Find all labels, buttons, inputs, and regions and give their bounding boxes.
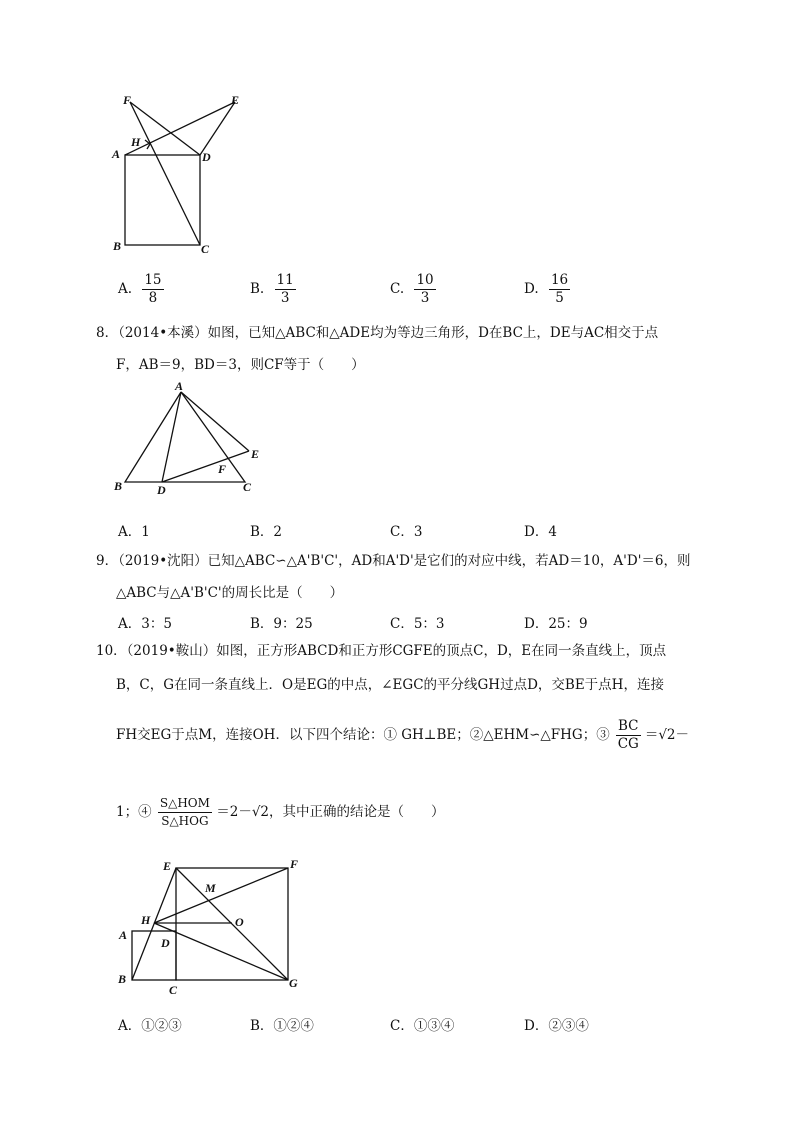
label-a: A [175, 379, 184, 393]
label-c: C [243, 480, 252, 494]
label-b: B [118, 972, 127, 986]
label-m: M [205, 881, 216, 895]
q9-option-d[interactable]: D．25：9 [524, 616, 588, 632]
label-g: G [289, 976, 298, 990]
q8-option-c[interactable]: C．3 [390, 524, 423, 540]
label-a: A [112, 147, 121, 161]
option-letter: D. [524, 281, 539, 297]
label-d: D [161, 936, 170, 950]
label-c: C [169, 983, 178, 997]
q10-option-b[interactable]: B．①②④ [250, 1018, 314, 1034]
triangle-abc [125, 392, 245, 482]
q10-conclusions-text: FH交EG于点M，连接OH．以下四个结论：① GH⊥BE；②△EHM∽△FHG；③ [116, 727, 610, 743]
q8-option-b[interactable]: B．2 [250, 524, 283, 540]
q10-line4-tail: ＝2－√2，其中正确的结论是（ ） [216, 804, 445, 820]
q10-option-a[interactable]: A．①②③ [118, 1018, 182, 1034]
option-letter: A. [118, 281, 133, 297]
q10-conclusion3-tail: ＝√2－ [644, 727, 690, 743]
q7-option-c[interactable] [390, 272, 436, 307]
label-a: A [119, 928, 128, 942]
line-gh [154, 923, 288, 980]
label-h: H [131, 135, 141, 149]
q8-option-a[interactable]: A．1 [118, 524, 150, 540]
line-de [162, 451, 249, 482]
q9-stem-line1: 9．（2019•沈阳）已知△ABC∽△A'B'C'，AD和A'D'是它们的对应中线，若AD＝10，A'D'＝6，则 [96, 553, 691, 569]
q10-stem-line1: 10．（2019•鞍山）如图，正方形ABCD和正方形CGFE的顶点C，D，E在同一条直线上，顶点 [96, 643, 667, 659]
label-f: F [290, 857, 299, 871]
fraction-bc-cg: $\frac{BC}{CG}$ [617, 718, 639, 752]
option-letter: B. [250, 281, 265, 297]
fraction-s-hom-hog: $\frac{\text{S△HOM}}{\text{S△HOG}}$ [159, 796, 210, 828]
option-fraction: $\frac{10}{3}$ [416, 272, 434, 306]
q9-option-b[interactable]: B．9：25 [250, 616, 313, 632]
q10-stem-line3 [116, 718, 689, 753]
label-d: D [157, 483, 166, 497]
option-fraction: $\frac{11}{3}$ [276, 272, 294, 306]
q9-stem-line2: △ABC与△A'B'C'的周长比是（ ） [116, 585, 344, 601]
q7-option-d[interactable] [524, 272, 570, 307]
figure-q7 [105, 88, 265, 258]
line-hf [154, 868, 288, 923]
line-eg [176, 868, 288, 980]
q10-stem-line2: B，C，G在同一条直线上．O是EG的中点，∠EGC的平分线GH过点D，交BE于点H，连接 [116, 677, 664, 693]
q9-option-a[interactable]: A．3：5 [118, 616, 172, 632]
q9-option-c[interactable]: C．5：3 [390, 616, 445, 632]
label-h: H [141, 913, 151, 927]
label-e: E [231, 93, 240, 107]
label-b: B [113, 239, 122, 253]
q8-option-d[interactable]: D．4 [524, 524, 557, 540]
figure-q10 [105, 850, 315, 1000]
label-f: F [218, 462, 227, 476]
figure-q8 [105, 378, 275, 498]
q10-option-c[interactable]: C．①③④ [390, 1018, 455, 1034]
q7-option-b[interactable] [250, 272, 296, 307]
q8-stem-line2: F，AB＝9，BD＝3，则CF等于（ ） [116, 357, 365, 373]
line-be [132, 868, 176, 980]
label-e: E [251, 447, 260, 461]
label-e: E [163, 859, 172, 873]
line-ae [181, 392, 249, 451]
label-b: B [114, 479, 123, 493]
label-f: F [123, 93, 132, 107]
option-fraction: $\frac{15}{8}$ [144, 272, 162, 306]
option-fraction: $\frac{16}{5}$ [550, 272, 569, 306]
q10-line4-head: 1；④ [116, 804, 152, 820]
q10-option-d[interactable]: D．②③④ [524, 1018, 589, 1034]
label-d: D [202, 150, 211, 164]
label-o: O [235, 915, 244, 929]
q8-stem-line1: 8．（2014•本溪）如图，已知△ABC和△ADE均为等边三角形，D在BC上，DE与AC相交于点 [96, 325, 659, 341]
q7-option-a[interactable] [118, 272, 164, 307]
label-c: C [201, 242, 210, 256]
line-ad [162, 392, 181, 482]
q10-stem-line4 [116, 795, 445, 830]
option-letter: C. [390, 281, 405, 297]
